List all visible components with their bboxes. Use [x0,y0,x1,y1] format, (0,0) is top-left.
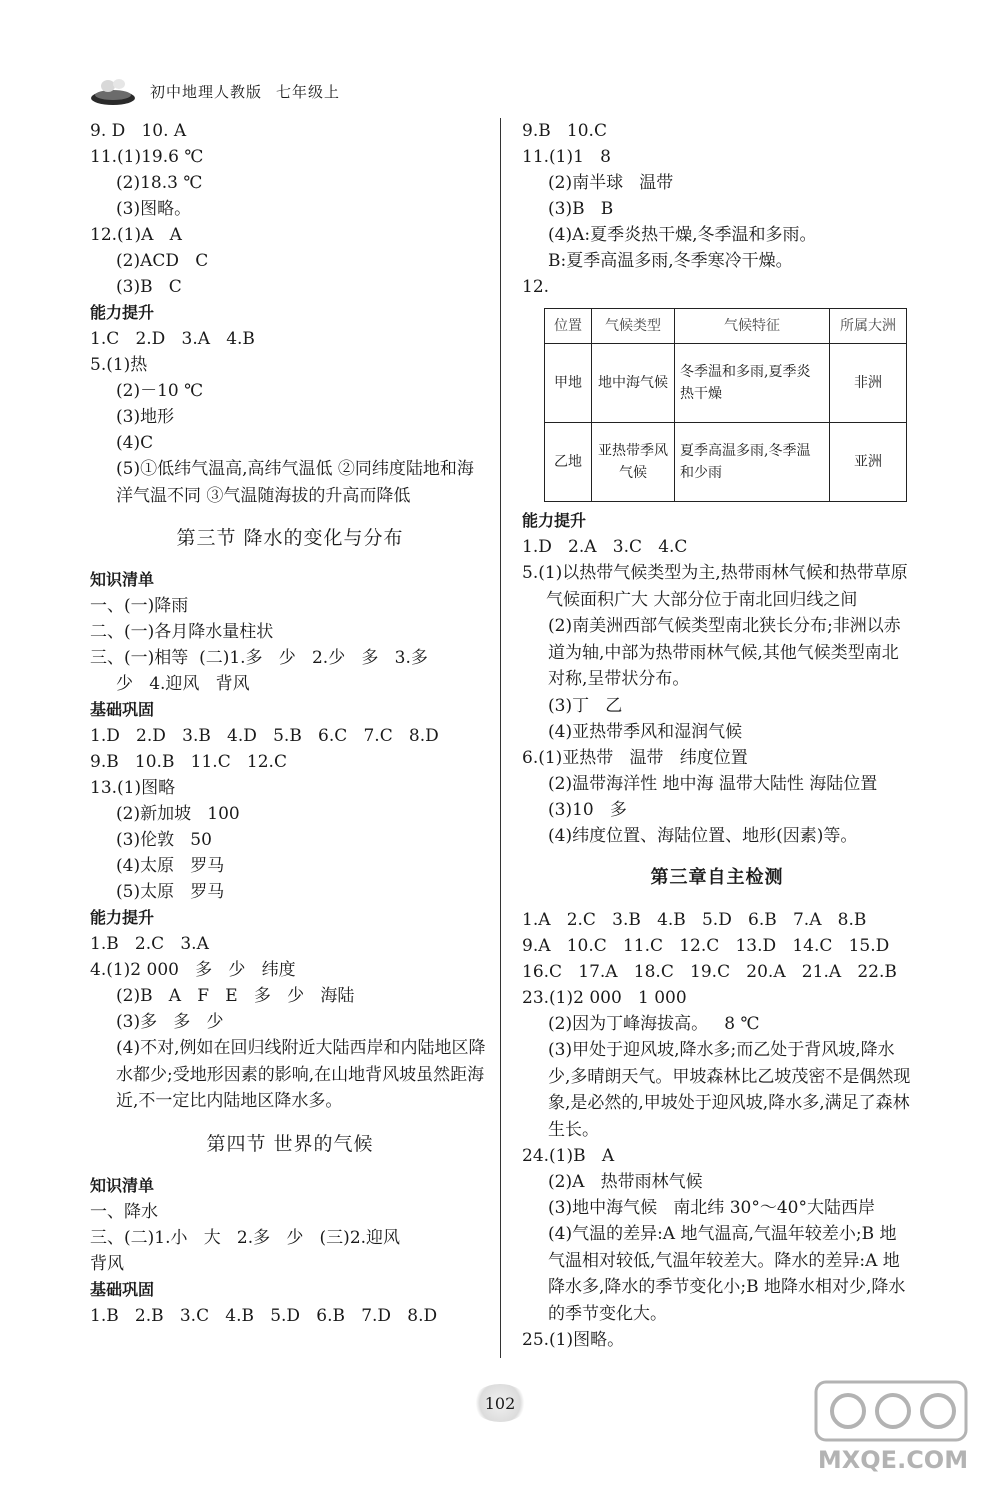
answer-line: 1.C 2.D 3.A 4.B [90,329,255,349]
subheading: 基础巩固 [90,1279,155,1299]
watermark-logo-icon [808,1372,978,1482]
answer-paragraph: (4)气温的差异:A 地气温高,气温年较差小;B 地气温相对较低,气温年较差大。降水的差异:A 地降水多,降水的季节变化小;B 地降水相对少,降水的季节变化大。 [548,1224,906,1324]
answer-line: 11.(1)19.6 ℃ [90,147,204,167]
answer-line: 11.(1)1 8 [522,147,611,167]
answer-line: 1.D 2.D 3.B 4.D 5.B 6.C 7.C 8.D [90,726,439,746]
answer-line: (3)伦敦 50 [116,830,212,850]
answer-line: (3)丁 乙 [548,695,623,716]
answer-line: 23.(1)2 000 1 000 [522,988,687,1008]
answer-line: (4)纬度位置、海陆位置、地形(因素)等。 [548,826,858,846]
answer-line: (4)亚热带季风和湿润气候 [548,721,743,742]
answer-line: (3)多 多 少 [116,1012,224,1032]
answer-line: (4)A:夏季炎热干燥,冬季温和多雨。 [548,225,817,245]
left-column [90,118,490,1329]
table-cell: 亚热带季风气候 [592,423,675,502]
table-cell: 乙地 [545,423,592,502]
answer-line: (3)图略。 [116,199,192,219]
answer-line: (3)B B [548,199,614,219]
section-title: 第三章自主检测 [650,867,784,888]
section-title: 第三节 降水的变化与分布 [176,527,404,549]
page-number: 102 [472,1384,528,1422]
book-logo-icon [88,76,138,106]
answer-line: 12.(1)A A [90,225,182,245]
answer-paragraph: (3)甲处于迎风坡,降水多;而乙处于背风坡,降水少,多晴朗天气。甲坡森林比乙坡茂密不是偶然现象,是必然的,甲坡处于迎风坡,降水多,满足了森林生长。 [548,1040,911,1140]
table-row [545,344,907,423]
answer-line: B:夏季高温多雨,冬季寒冷干燥。 [548,251,793,271]
answer-paragraph: (2)南美洲西部气候类型南北狭长分布;非洲以赤道为轴,中部为热带雨林气候,其他气候类型南北对称,呈带状分布。 [548,616,901,689]
subheading: 能力提升 [522,511,587,530]
header-book: 初中地理人教版 [150,82,263,101]
answer-line: 少 4.迎风 背风 [116,674,250,694]
answer-line: 4.(1)2 000 多 少 纬度 [90,960,296,980]
table-cell: 夏季高温多雨,冬季温和少雨 [675,423,830,502]
subheading: 能力提升 [90,908,155,927]
answer-line: 1.B 2.B 3.C 4.B 5.D 6.B 7.D 8.D [90,1305,438,1326]
answer-line: (2)因为丁峰海拔高。 8 ℃ [548,1014,760,1034]
answer-line: (3)地形 [116,407,175,427]
answer-line: (2)B A F E 多 少 海陆 [116,986,355,1006]
answer-paragraph: (4)不对,例如在回归线附近大陆西岸和内陆地区降水都少;受地形因素的影响,在山地背风坡虽然距海近,不一定比内陆地区降水多。 [116,1038,486,1111]
answer-line: 1.D 2.A 3.C 4.C [522,537,688,557]
answer-line: 背风 [90,1253,124,1274]
subheading: 能力提升 [90,303,155,322]
answer-line: 一、降水 [90,1201,158,1222]
answer-line: 9. D 10. A [90,121,187,141]
answer-line: (2)南半球 温带 [548,173,674,193]
table-header-row [545,309,907,344]
answer-line: (3)10 多 [548,800,627,820]
answer-paragraph: (5)①低纬气温高,高纬气温低 ②同纬度陆地和海洋气温不同 ③气温随海拔的升高而降低 [116,459,474,506]
answer-line: 二、(一)各月降水量柱状 [90,622,274,642]
answer-line: 5.(1)热 [90,355,148,375]
table-header-cell: 位置 [545,309,592,344]
answer-line: (4)C [116,433,154,453]
table-header-cell: 所属大洲 [830,309,907,344]
header-title [150,81,354,102]
answer-line: (2)ACD C [116,251,209,271]
answer-line: 6.(1)亚热带 温带 纬度位置 [522,747,748,768]
table-cell: 冬季温和多雨,夏季炎热干燥 [675,344,830,423]
table-cell: 非洲 [830,344,907,423]
answer-line: 一、(一)降雨 [90,596,189,616]
header-grade: 七年级上 [276,82,341,101]
right-column [522,118,912,1353]
answer-line: 16.C 17.A 18.C 19.C 20.A 21.A 22.B [522,962,897,982]
answer-line: 25.(1)图略。 [522,1330,625,1350]
answer-line: 1.B 2.C 3.A [90,934,209,954]
answer-line: (2)18.3 ℃ [116,173,203,193]
section-title: 第四节 世界的气候 [206,1132,374,1155]
table-cell: 地中海气候 [592,344,675,423]
answer-line: 13.(1)图略 [90,778,176,798]
answer-line: (2)－10 ℃ [116,381,204,401]
answer-line: 9.B 10.B 11.C 12.C [90,752,287,772]
answer-line: 12. [522,277,550,297]
table-row [545,423,907,502]
table-cell: 甲地 [545,344,592,423]
answer-line: (3)B C [116,277,182,297]
subheading: 基础巩固 [90,700,155,719]
answer-line: (4)太原 罗马 [116,856,225,876]
subheading: 知识清单 [90,570,155,589]
answer-line: 三、(二)1.小 大 2.多 少 (三)2.迎风 [90,1227,401,1248]
answer-line: 三、(一)相等 (二)1.多 少 2.少 多 3.多 [90,648,428,668]
answer-line: (3)地中海气候 南北纬 30°～40°大陆西岸 [548,1198,875,1218]
page-header [88,74,354,108]
answer-line: 9.B 10.C [522,121,607,141]
answer-line: 24.(1)B A [522,1146,615,1166]
answer-line: (5)太原 罗马 [116,882,225,902]
answer-line: (2)A 热带雨林气候 [548,1172,703,1192]
answer-paragraph: 5.(1)以热带气候类型为主,热带雨林气候和热带草原气候面积广大 大部分位于南北回归线之间 [522,563,908,610]
answer-line: (2)新加坡 100 [116,804,240,824]
answer-paragraph: (2)温带海洋性 地中海 温带大陆性 海陆位置 [548,773,878,794]
table-header-cell: 气候特征 [675,309,830,344]
table-cell: 亚洲 [830,423,907,502]
climate-table [544,308,907,502]
answer-line: 9.A 10.C 11.C 12.C 13.D 14.C 15.D [522,936,890,956]
subheading: 知识清单 [90,1175,155,1195]
column-divider [500,118,501,1358]
answer-line: 1.A 2.C 3.B 4.B 5.D 6.B 7.A 8.B [522,910,867,930]
table-header-cell: 气候类型 [592,309,675,344]
watermark-text: MXQE.COM [817,1446,969,1474]
